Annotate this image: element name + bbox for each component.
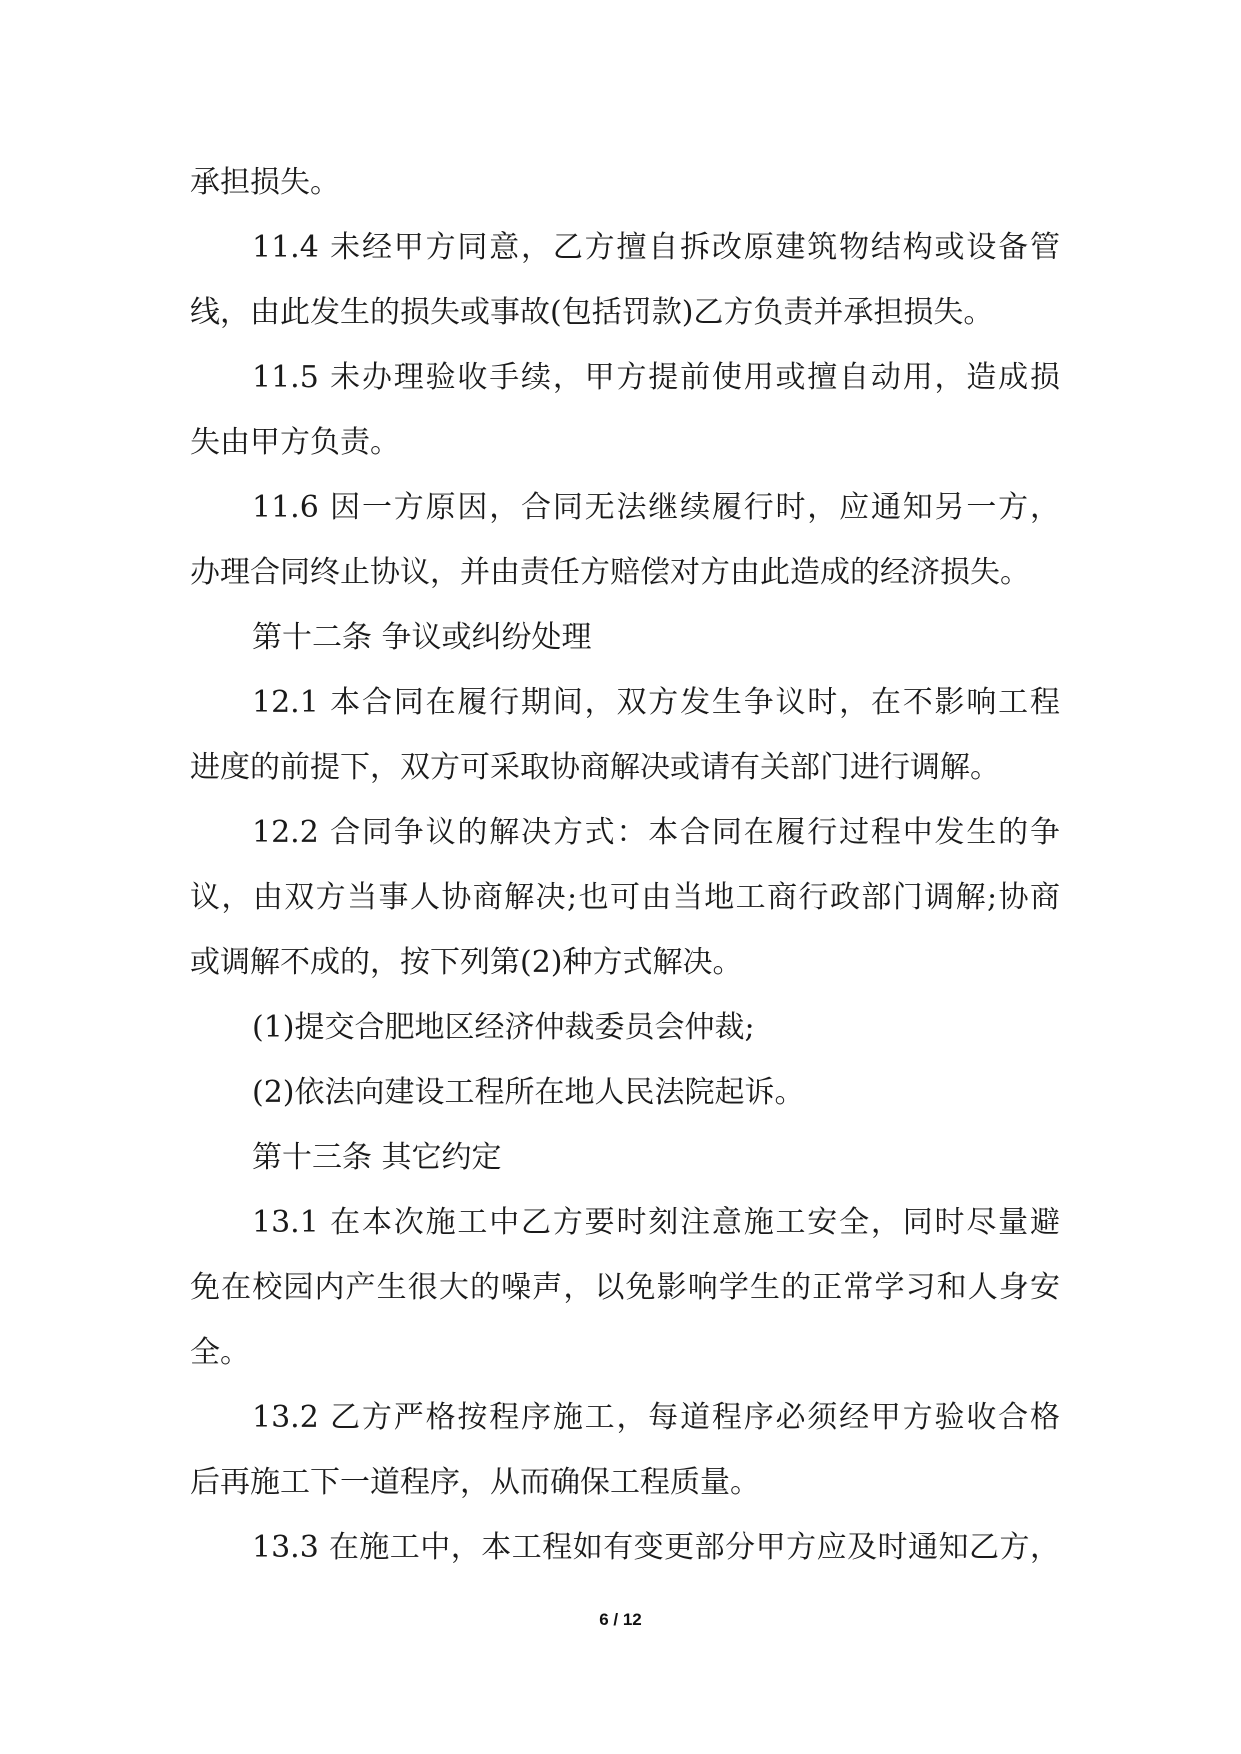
text-line: 12.2 合同争议的解决方式：本合同在履行过程中发生的争 xyxy=(252,815,1060,850)
document-body xyxy=(190,150,1060,1580)
section-heading: 第十二条 争议或纠纷处理 xyxy=(252,620,592,655)
list-item: (1)提交合肥地区经济仲裁委员会仲裁; xyxy=(252,1010,755,1045)
text-line: 11.5 未办理验收手续，甲方提前使用或擅自动用，造成损 xyxy=(252,360,1060,395)
text-line: 13.3 在施工中，本工程如有变更部分甲方应及时通知乙方， xyxy=(252,1530,1060,1565)
text-line: 承担损失。 xyxy=(190,165,340,200)
text-line: 11.4 未经甲方同意，乙方擅自拆改原建筑物结构或设备管 xyxy=(252,230,1060,265)
text-line: 进度的前提下，双方可采取协商解决或请有关部门进行调解。 xyxy=(190,750,1000,785)
list-item: (2)依法向建设工程所在地人民法院起诉。 xyxy=(252,1075,805,1110)
text-line: 12.1 本合同在履行期间，双方发生争议时，在不影响工程 xyxy=(252,685,1060,720)
text-line: 11.6 因一方原因，合同无法继续履行时，应通知另一方， xyxy=(252,490,1060,525)
text-line: 或调解不成的，按下列第(2)种方式解决。 xyxy=(190,945,743,980)
text-line: 线，由此发生的损失或事故(包括罚款)乙方负责并承担损失。 xyxy=(190,295,994,330)
text-line: 失由甲方负责。 xyxy=(190,425,400,460)
text-line: 13.2 乙方严格按程序施工，每道程序必须经甲方验收合格 xyxy=(252,1400,1060,1435)
text-line: 全。 xyxy=(190,1335,250,1370)
text-line: 后再施工下一道程序，从而确保工程质量。 xyxy=(190,1465,760,1500)
page-number: 6 / 12 xyxy=(599,1610,642,1629)
text-line: 免在校园内产生很大的噪声，以免影响学生的正常学习和人身安 xyxy=(190,1270,1060,1305)
text-line: 13.1 在本次施工中乙方要时刻注意施工安全，同时尽量避 xyxy=(252,1205,1060,1240)
section-heading: 第十三条 其它约定 xyxy=(252,1140,502,1175)
text-line: 议，由双方当事人协商解决;也可由当地工商行政部门调解;协商 xyxy=(190,880,1060,915)
text-line: 办理合同终止协议，并由责任方赔偿对方由此造成的经济损失。 xyxy=(190,555,1030,590)
